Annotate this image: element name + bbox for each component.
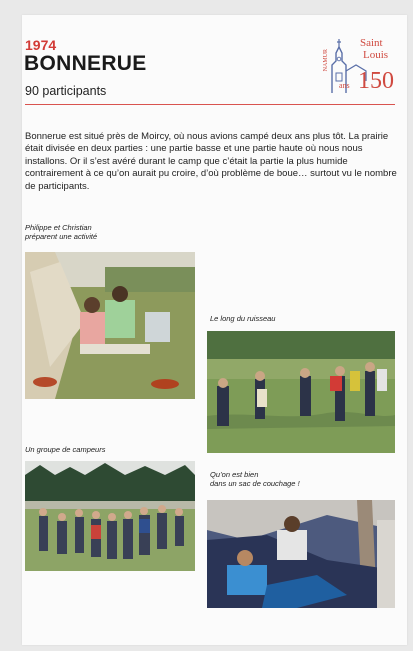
document-page (22, 15, 407, 645)
logo-ans-text: ans (339, 81, 350, 90)
participants-count: 90 participants (25, 84, 107, 98)
photo-group-campers (25, 461, 195, 571)
logo-150-text: 150 (358, 68, 394, 94)
camp-title: BONNERUE (24, 52, 147, 75)
photo1-caption-line2: préparent une activité (25, 232, 98, 241)
year-heading: 1974 (25, 37, 57, 53)
intro-paragraph: Bonnerue est situé près de Moircy, où nous avions campé deux ans plus tôt. La prairie était divisée en deux parties : une partie basse et une partie haute où nous nous installons. Or il s’est avéré durant le camp que c’était la partie la plus humide contrairement à ce qu’on aurait pu croire, d’où problème de boue… surtout vu le nombre de participants. (25, 130, 397, 192)
photo3-caption: Un groupe de campeurs (25, 445, 106, 454)
photo-along-stream (207, 331, 395, 453)
photo1-caption-line1: Philippe et Christian (25, 223, 92, 232)
logo-louis-text: Louis (363, 49, 389, 61)
photo4-caption (210, 470, 300, 488)
logo-saint-text: Saint (360, 37, 383, 49)
logo-namur-text: NAMUR (323, 49, 329, 72)
photo-tent-activity (25, 252, 195, 399)
saint-louis-150-logo (322, 35, 394, 97)
photo4-caption-line2: dans un sac de couchage ! (210, 479, 300, 488)
title-divider (25, 104, 395, 105)
photo-sleeping-bag (207, 500, 395, 608)
photo4-caption-line1: Qu’on est bien (210, 470, 259, 479)
photo2-caption: Le long du ruisseau (210, 314, 276, 323)
photo1-caption (25, 223, 97, 241)
